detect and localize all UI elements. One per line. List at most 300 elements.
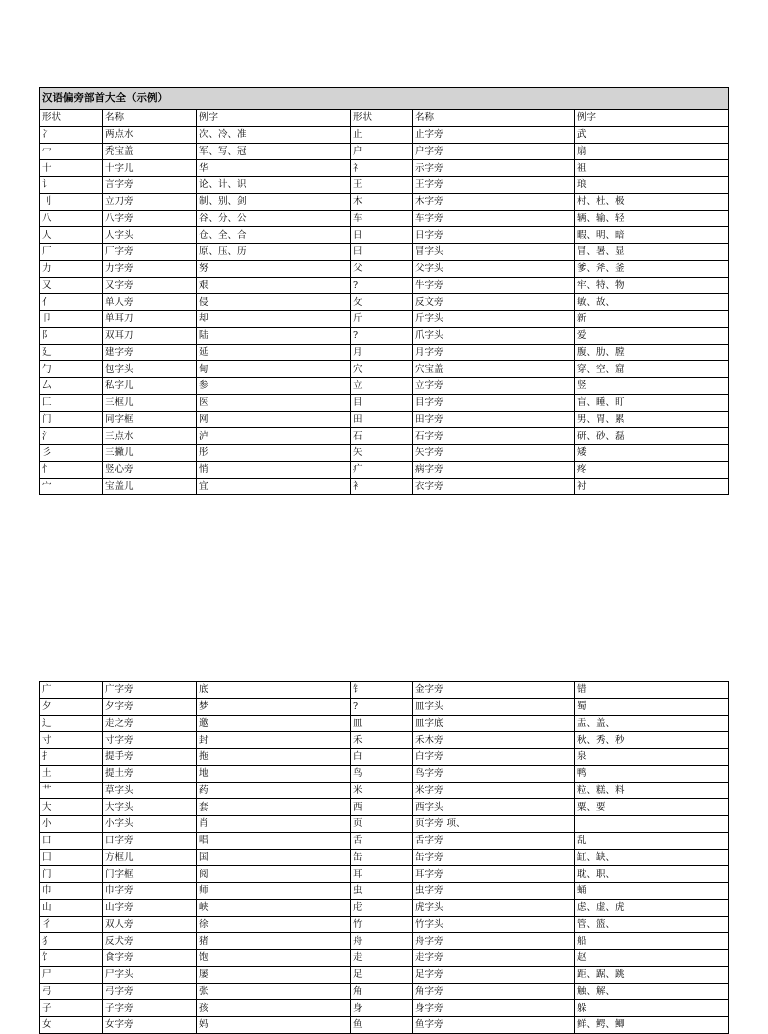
- radical-name-cell: 单耳刀: [103, 311, 197, 328]
- radical-name-cell: 矢字旁: [413, 445, 575, 462]
- radical-shape-cell: 田: [351, 411, 413, 428]
- radical-name-cell: 草字头: [103, 782, 197, 799]
- table-row: [40, 177, 729, 194]
- radical-name-cell: 立字旁: [413, 378, 575, 395]
- table-row: [40, 765, 729, 782]
- radical-name-cell: 反文旁: [413, 294, 575, 311]
- radical-name-cell: 力字旁: [103, 260, 197, 277]
- example-chars-cell: 缸、缺、: [575, 849, 729, 866]
- radical-name-cell: 虫字旁: [413, 883, 575, 900]
- example-chars-cell: 师: [197, 883, 351, 900]
- example-chars-cell: 盲、睡、盯: [575, 394, 729, 411]
- table-row: [40, 311, 729, 328]
- table-title: 汉语偏旁部首大全（示例）: [40, 88, 729, 110]
- radical-name-cell: 牛字旁: [413, 277, 575, 294]
- example-chars-cell: 爹、斧、釜: [575, 260, 729, 277]
- header-example-1: 例字: [197, 110, 351, 127]
- table-row: [40, 866, 729, 883]
- example-chars-cell: [575, 816, 729, 833]
- radical-shape-cell: 夕: [40, 698, 103, 715]
- radical-shape-cell: 十: [40, 160, 103, 177]
- radical-shape-cell: 页: [351, 816, 413, 833]
- example-chars-cell: 管、篮、: [575, 916, 729, 933]
- radical-shape-cell: 穴: [351, 361, 413, 378]
- radical-shape-cell: 人: [40, 227, 103, 244]
- table-row: [40, 715, 729, 732]
- table-row: [40, 428, 729, 445]
- radical-name-cell: 两点水: [103, 126, 197, 143]
- radical-shape-cell: 阝: [40, 327, 103, 344]
- radical-shape-cell: 女: [40, 1017, 103, 1034]
- example-chars-cell: 暇、明、暗: [575, 227, 729, 244]
- radical-shape-cell: 彳: [40, 916, 103, 933]
- radical-shape-cell: 门: [40, 866, 103, 883]
- radical-name-cell: 父字头: [413, 260, 575, 277]
- table-row: [40, 344, 729, 361]
- radical-shape-cell: 衤: [351, 478, 413, 495]
- example-chars-cell: 唱: [197, 832, 351, 849]
- example-chars-cell: 敏、故、: [575, 294, 729, 311]
- table-row: [40, 849, 729, 866]
- radical-name-cell: 广字旁: [103, 682, 197, 699]
- example-chars-cell: 梦: [197, 698, 351, 715]
- radical-name-cell: 尸字头: [103, 966, 197, 983]
- radical-name-cell: 十字儿: [103, 160, 197, 177]
- radical-shape-cell: 土: [40, 765, 103, 782]
- radical-name-cell: 日字旁: [413, 227, 575, 244]
- radical-shape-cell: 子: [40, 1000, 103, 1017]
- example-chars-cell: 乱: [575, 832, 729, 849]
- radical-name-cell: 包字头: [103, 361, 197, 378]
- example-chars-cell: 猪: [197, 933, 351, 950]
- example-chars-cell: 却: [197, 311, 351, 328]
- table-row: [40, 260, 729, 277]
- header-shape-1: 形状: [40, 110, 103, 127]
- example-chars-cell: 医: [197, 394, 351, 411]
- radical-name-cell: 禾木旁: [413, 732, 575, 749]
- radical-name-cell: 鱼字旁: [413, 1017, 575, 1034]
- radical-shape-cell: 小: [40, 816, 103, 833]
- radical-name-cell: 提手旁: [103, 749, 197, 766]
- example-chars-cell: 蛹: [575, 883, 729, 900]
- radical-shape-cell: 扌: [40, 749, 103, 766]
- example-chars-cell: 蜀: [575, 698, 729, 715]
- radical-name-cell: 穴宝盖: [413, 361, 575, 378]
- radical-shape-cell: 广: [40, 682, 103, 699]
- radical-shape-cell: 止: [351, 126, 413, 143]
- radical-shape-cell: 矢: [351, 445, 413, 462]
- radical-name-cell: 巾字旁: [103, 883, 197, 900]
- radical-name-cell: 田字旁: [413, 411, 575, 428]
- example-chars-cell: 虑、虚、虎: [575, 899, 729, 916]
- radical-name-cell: 食字旁: [103, 950, 197, 967]
- radical-shape-cell: 米: [351, 782, 413, 799]
- radical-name-cell: 舌字旁: [413, 832, 575, 849]
- table-row: [40, 966, 729, 983]
- example-chars-cell: 药: [197, 782, 351, 799]
- radical-shape-cell: 木: [351, 193, 413, 210]
- radical-name-cell: 示字旁: [413, 160, 575, 177]
- radical-shape-cell: 大: [40, 799, 103, 816]
- radical-name-cell: 夕字旁: [103, 698, 197, 715]
- example-chars-cell: 泉: [575, 749, 729, 766]
- radical-shape-cell: 彡: [40, 445, 103, 462]
- example-chars-cell: 村、杜、极: [575, 193, 729, 210]
- radical-shape-cell: 讠: [40, 177, 103, 194]
- table-row: [40, 361, 729, 378]
- table-row: [40, 950, 729, 967]
- example-chars-cell: 陆: [197, 327, 351, 344]
- example-chars-cell: 邀: [197, 715, 351, 732]
- radical-shape-cell: 舌: [351, 832, 413, 849]
- radical-name-cell: 冒字头: [413, 244, 575, 261]
- table-row: [40, 277, 729, 294]
- radical-shape-cell: 又: [40, 277, 103, 294]
- example-chars-cell: 穿、空、窟: [575, 361, 729, 378]
- example-chars-cell: 侵: [197, 294, 351, 311]
- example-chars-cell: 延: [197, 344, 351, 361]
- example-chars-cell: 肖: [197, 816, 351, 833]
- radical-name-cell: 双人旁: [103, 916, 197, 933]
- example-chars-cell: 网: [197, 411, 351, 428]
- radical-name-cell: 宝盖儿: [103, 478, 197, 495]
- example-chars-cell: 牢、特、物: [575, 277, 729, 294]
- radical-name-cell: 竖心旁: [103, 461, 197, 478]
- radical-shape-cell: 鸟: [351, 765, 413, 782]
- example-chars-cell: 男、胃、累: [575, 411, 729, 428]
- example-chars-cell: 妈: [197, 1017, 351, 1034]
- example-chars-cell: 泸: [197, 428, 351, 445]
- radical-name-cell: 木字旁: [413, 193, 575, 210]
- radical-name-cell: 鸟字旁: [413, 765, 575, 782]
- header-shape-2: 形状: [351, 110, 413, 127]
- example-chars-cell: 宜: [197, 478, 351, 495]
- radical-shape-cell: 钅: [351, 682, 413, 699]
- radical-shape-cell: 亻: [40, 294, 103, 311]
- radical-shape-cell: 王: [351, 177, 413, 194]
- radical-name-cell: 页字旁 项、: [413, 816, 575, 833]
- example-chars-cell: 秋、秀、秒: [575, 732, 729, 749]
- radical-shape-cell: 鱼: [351, 1017, 413, 1034]
- table-row: [40, 160, 729, 177]
- radical-name-cell: 车字旁: [413, 210, 575, 227]
- radical-name-cell: 皿字头: [413, 698, 575, 715]
- radical-name-cell: 弓字旁: [103, 983, 197, 1000]
- table-row: [40, 294, 729, 311]
- radical-shape-cell: 疒: [351, 461, 413, 478]
- header-row: [40, 110, 729, 127]
- radical-shape-cell: 石: [351, 428, 413, 445]
- radical-name-cell: 子字旁: [103, 1000, 197, 1017]
- example-chars-cell: 阅: [197, 866, 351, 883]
- table-row: [40, 394, 729, 411]
- radical-shape-cell: 囗: [40, 849, 103, 866]
- radical-shape-cell: 尸: [40, 966, 103, 983]
- example-chars-cell: 拖: [197, 749, 351, 766]
- example-chars-cell: 爱: [575, 327, 729, 344]
- radical-shape-cell: 廴: [40, 344, 103, 361]
- radical-shape-cell: 忄: [40, 461, 103, 478]
- example-chars-cell: 屡: [197, 966, 351, 983]
- example-chars-cell: 军、写、冠: [197, 143, 351, 160]
- radical-name-cell: 角字旁: [413, 983, 575, 1000]
- radical-name-cell: 户字旁: [413, 143, 575, 160]
- table-row: [40, 210, 729, 227]
- example-chars-cell: 赵: [575, 950, 729, 967]
- radical-name-cell: 建字旁: [103, 344, 197, 361]
- radical-name-cell: 口字旁: [103, 832, 197, 849]
- radical-name-cell: 又字旁: [103, 277, 197, 294]
- table-row: [40, 244, 729, 261]
- example-chars-cell: 琅: [575, 177, 729, 194]
- title-row: [40, 88, 729, 110]
- radical-shape-cell: 日: [351, 227, 413, 244]
- radical-shape-cell: 八: [40, 210, 103, 227]
- example-chars-cell: 衬: [575, 478, 729, 495]
- example-chars-cell: 扇: [575, 143, 729, 160]
- radical-shape-cell: 虫: [351, 883, 413, 900]
- radical-shape-cell: 父: [351, 260, 413, 277]
- table-row: [40, 732, 729, 749]
- radical-shape-cell: 刂: [40, 193, 103, 210]
- radical-shape-cell: 皿: [351, 715, 413, 732]
- radical-name-cell: 小字头: [103, 816, 197, 833]
- radical-name-cell: 金字旁: [413, 682, 575, 699]
- radical-shape-cell: ?: [351, 277, 413, 294]
- radical-name-cell: 西字头: [413, 799, 575, 816]
- example-chars-cell: 祖: [575, 160, 729, 177]
- radical-shape-cell: 巾: [40, 883, 103, 900]
- radical-name-cell: 白字旁: [413, 749, 575, 766]
- example-chars-cell: 竖: [575, 378, 729, 395]
- table-row: [40, 799, 729, 816]
- radical-name-cell: 舟字旁: [413, 933, 575, 950]
- radical-shape-cell: 月: [351, 344, 413, 361]
- example-chars-cell: 悄: [197, 461, 351, 478]
- example-chars-cell: 孩: [197, 1000, 351, 1017]
- radical-name-cell: 大字头: [103, 799, 197, 816]
- table-row: [40, 411, 729, 428]
- radical-name-cell: 秃宝盖: [103, 143, 197, 160]
- example-chars-cell: 仓、全、合: [197, 227, 351, 244]
- table-row: [40, 143, 729, 160]
- table-row: [40, 1017, 729, 1034]
- radical-name-cell: 三点水: [103, 428, 197, 445]
- radical-shape-cell: 西: [351, 799, 413, 816]
- table-row: [40, 899, 729, 916]
- radicals-table-1: [39, 87, 729, 495]
- radical-name-cell: 身字旁: [413, 1000, 575, 1017]
- radical-shape-cell: 身: [351, 1000, 413, 1017]
- radical-shape-cell: 氵: [40, 428, 103, 445]
- example-chars-cell: 腹、肋、膛: [575, 344, 729, 361]
- example-chars-cell: 制、别、剑: [197, 193, 351, 210]
- example-chars-cell: 谷、分、公: [197, 210, 351, 227]
- radical-shape-cell: 白: [351, 749, 413, 766]
- example-chars-cell: 矮: [575, 445, 729, 462]
- example-chars-cell: 武: [575, 126, 729, 143]
- radical-name-cell: 王字旁: [413, 177, 575, 194]
- radical-shape-cell: 曰: [351, 244, 413, 261]
- radical-shape-cell: 匚: [40, 394, 103, 411]
- example-chars-cell: 次、冷、准: [197, 126, 351, 143]
- example-chars-cell: 甸: [197, 361, 351, 378]
- radical-shape-cell: 目: [351, 394, 413, 411]
- table-row: [40, 1000, 729, 1017]
- example-chars-cell: 底: [197, 682, 351, 699]
- table-row: [40, 883, 729, 900]
- table-row: [40, 782, 729, 799]
- example-chars-cell: 距、踞、跳: [575, 966, 729, 983]
- table-row: [40, 749, 729, 766]
- example-chars-cell: 盂、盖、: [575, 715, 729, 732]
- radical-shape-cell: 足: [351, 966, 413, 983]
- example-chars-cell: 套: [197, 799, 351, 816]
- radical-shape-cell: 角: [351, 983, 413, 1000]
- example-chars-cell: 躲: [575, 1000, 729, 1017]
- radical-shape-cell: 虍: [351, 899, 413, 916]
- radical-name-cell: 女字旁: [103, 1017, 197, 1034]
- example-chars-cell: 错: [575, 682, 729, 699]
- radical-shape-cell: 山: [40, 899, 103, 916]
- radical-name-cell: 门字框: [103, 866, 197, 883]
- radical-shape-cell: 耳: [351, 866, 413, 883]
- example-chars-cell: 触、解、: [575, 983, 729, 1000]
- example-chars-cell: 耽、职、: [575, 866, 729, 883]
- radical-name-cell: 爪字头: [413, 327, 575, 344]
- radical-shape-cell: 冖: [40, 143, 103, 160]
- example-chars-cell: 论、计、识: [197, 177, 351, 194]
- radical-name-cell: 米字旁: [413, 782, 575, 799]
- radical-shape-cell: ?: [351, 327, 413, 344]
- radical-shape-cell: 走: [351, 950, 413, 967]
- example-chars-cell: 研、砂、磊: [575, 428, 729, 445]
- table-row: [40, 983, 729, 1000]
- radical-name-cell: 三撇儿: [103, 445, 197, 462]
- radical-name-cell: 衣字旁: [413, 478, 575, 495]
- radical-name-cell: 月字旁: [413, 344, 575, 361]
- table-row: [40, 832, 729, 849]
- radical-name-cell: 立刀旁: [103, 193, 197, 210]
- radical-name-cell: 单人旁: [103, 294, 197, 311]
- radical-shape-cell: 艹: [40, 782, 103, 799]
- radical-shape-cell: 禾: [351, 732, 413, 749]
- radical-name-cell: 斤字头: [413, 311, 575, 328]
- example-chars-cell: 徐: [197, 916, 351, 933]
- radical-shape-cell: 户: [351, 143, 413, 160]
- radical-name-cell: 提土旁: [103, 765, 197, 782]
- table-row: [40, 933, 729, 950]
- example-chars-cell: 参: [197, 378, 351, 395]
- table-row: [40, 916, 729, 933]
- radical-shape-cell: 礻: [351, 160, 413, 177]
- table-row: [40, 193, 729, 210]
- radical-name-cell: 竹字头: [413, 916, 575, 933]
- radical-shape-cell: 舟: [351, 933, 413, 950]
- example-chars-cell: 粟、要: [575, 799, 729, 816]
- example-chars-cell: 船: [575, 933, 729, 950]
- table-row: [40, 682, 729, 699]
- radical-shape-cell: 厂: [40, 244, 103, 261]
- table-row: [40, 445, 729, 462]
- radical-name-cell: 缶字旁: [413, 849, 575, 866]
- example-chars-cell: 新: [575, 311, 729, 328]
- table-row: [40, 126, 729, 143]
- radical-shape-cell: 辶: [40, 715, 103, 732]
- table-row: [40, 227, 729, 244]
- table-row: [40, 816, 729, 833]
- radical-shape-cell: 厶: [40, 378, 103, 395]
- radical-shape-cell: 宀: [40, 478, 103, 495]
- radical-name-cell: 三框儿: [103, 394, 197, 411]
- radical-name-cell: 人字头: [103, 227, 197, 244]
- radical-name-cell: 反犬旁: [103, 933, 197, 950]
- example-chars-cell: 原、压、历: [197, 244, 351, 261]
- radical-name-cell: 私字儿: [103, 378, 197, 395]
- example-chars-cell: 封: [197, 732, 351, 749]
- radical-shape-cell: 斤: [351, 311, 413, 328]
- radical-name-cell: 足字旁: [413, 966, 575, 983]
- radical-name-cell: 病字旁: [413, 461, 575, 478]
- radical-name-cell: 寸字旁: [103, 732, 197, 749]
- example-chars-cell: 粒、糕、料: [575, 782, 729, 799]
- radical-shape-cell: 卩: [40, 311, 103, 328]
- example-chars-cell: 地: [197, 765, 351, 782]
- radical-name-cell: 言字旁: [103, 177, 197, 194]
- radical-name-cell: 目字旁: [413, 394, 575, 411]
- table-row: [40, 327, 729, 344]
- example-chars-cell: 辆、输、轻: [575, 210, 729, 227]
- radical-name-cell: 厂字旁: [103, 244, 197, 261]
- radical-shape-cell: 饣: [40, 950, 103, 967]
- header-name-1: 名称: [103, 110, 197, 127]
- radical-shape-cell: 弓: [40, 983, 103, 1000]
- radical-name-cell: 走字旁: [413, 950, 575, 967]
- example-chars-cell: 疼: [575, 461, 729, 478]
- example-chars-cell: 峡: [197, 899, 351, 916]
- radical-shape-cell: 口: [40, 832, 103, 849]
- radical-name-cell: 走之旁: [103, 715, 197, 732]
- radical-shape-cell: 勹: [40, 361, 103, 378]
- radical-shape-cell: 缶: [351, 849, 413, 866]
- example-chars-cell: 鸭: [575, 765, 729, 782]
- example-chars-cell: 国: [197, 849, 351, 866]
- radical-shape-cell: 力: [40, 260, 103, 277]
- example-chars-cell: 鲜、鳄、鲫: [575, 1017, 729, 1034]
- radical-name-cell: 山字旁: [103, 899, 197, 916]
- example-chars-cell: 冒、暑、显: [575, 244, 729, 261]
- radical-name-cell: 止字旁: [413, 126, 575, 143]
- header-name-2: 名称: [413, 110, 575, 127]
- radical-name-cell: 方框儿: [103, 849, 197, 866]
- radical-shape-cell: 冫: [40, 126, 103, 143]
- radical-shape-cell: 立: [351, 378, 413, 395]
- table-row: [40, 461, 729, 478]
- radical-shape-cell: 攵: [351, 294, 413, 311]
- table-row: [40, 478, 729, 495]
- example-chars-cell: 艰: [197, 277, 351, 294]
- example-chars-cell: 努: [197, 260, 351, 277]
- radical-shape-cell: 车: [351, 210, 413, 227]
- radical-name-cell: 皿字底: [413, 715, 575, 732]
- radical-shape-cell: 门: [40, 411, 103, 428]
- example-chars-cell: 华: [197, 160, 351, 177]
- radical-name-cell: 双耳刀: [103, 327, 197, 344]
- radical-shape-cell: 寸: [40, 732, 103, 749]
- radical-name-cell: 石字旁: [413, 428, 575, 445]
- radical-name-cell: 同字框: [103, 411, 197, 428]
- radical-shape-cell: ?: [351, 698, 413, 715]
